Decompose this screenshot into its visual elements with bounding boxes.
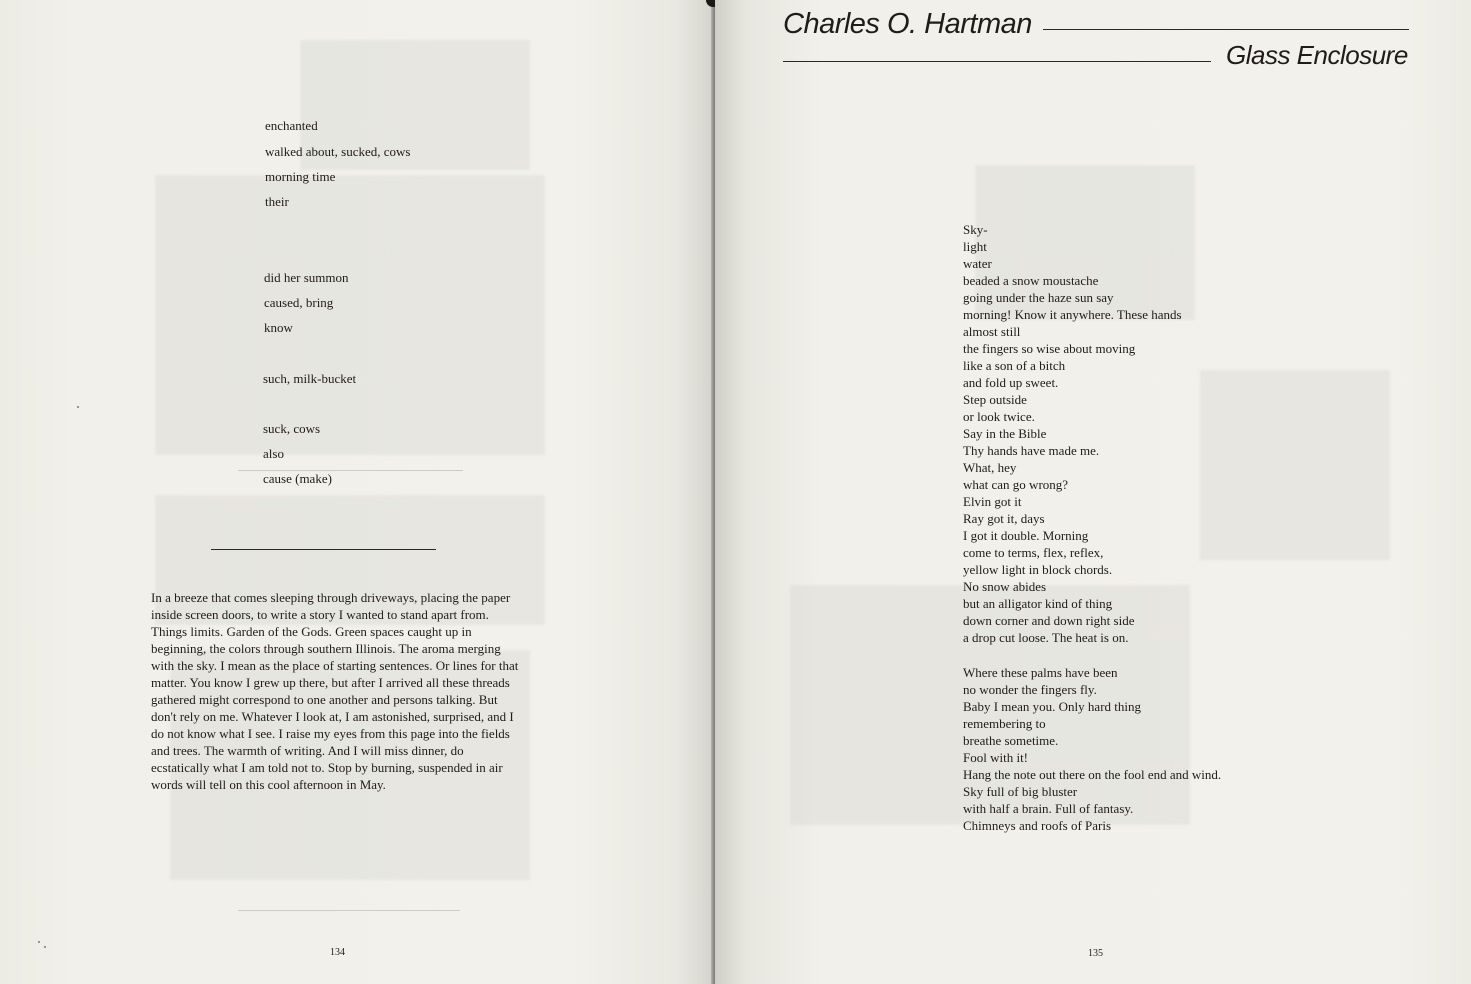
poem-line: Where these palms have been — [963, 665, 1118, 680]
poem-line: Say in the Bible — [963, 426, 1047, 441]
fragment-line: enchanted — [265, 118, 318, 133]
page-number: 134 — [330, 947, 345, 958]
poem-line: Elvin got it — [963, 494, 1022, 509]
poem-line: remembering to — [963, 716, 1046, 731]
page-number: 135 — [1088, 948, 1103, 959]
poem-line: what can go wrong? — [963, 477, 1069, 492]
faint-divider — [238, 910, 460, 911]
poem-line: Step outside — [963, 392, 1027, 407]
poem-line: yellow light in block chords. — [963, 562, 1113, 577]
fragment-line: caused, bring — [264, 295, 334, 310]
poem-line: but an alligator kind of thing — [963, 596, 1113, 611]
fragment-line: such, milk-bucket — [263, 371, 357, 386]
poem-line: Sky full of big bluster — [963, 784, 1078, 799]
prose-paragraph: In a breeze that comes sleeping through driveways, placing the paper inside screen doors, to write a story I wanted to stand apart from. Things limits. Garden of the Gods. Green spaces caught up in beginning, the colors through southern Illinois. The aroma merging with the sky. I mean as the place of starting sentences. Or lines for that matter. You know I grew up there, but after I arrived all these threads gathered might correspond to one another and persons talking. But don't rely on me. Whatever I look at, I am astonished, surprised, and I do not know what I see. I raise my eyes from this page into the fields and trees. The warmth of writing. And I will miss dinner, do ecstatically what I am told not to. Stop by burning, suspended in air words will tell on this cool afternoon in May. — [151, 590, 519, 792]
poem-line: like a son of a bitch — [963, 358, 1066, 373]
poem-line: I got it double. Morning — [963, 528, 1089, 543]
header-rule-top — [1043, 29, 1409, 30]
section-divider — [211, 549, 436, 550]
poem-line: light — [963, 239, 987, 254]
fragment-line: know — [264, 320, 293, 335]
poem-line: No snow abides — [963, 579, 1047, 594]
fragment-line: also — [263, 446, 284, 461]
running-head-author: Charles O. Hartman — [783, 8, 1032, 40]
poem-line: Fool with it! — [963, 750, 1029, 765]
fragment-line: suck, cows — [263, 421, 321, 436]
poem-line: and fold up sweet. — [963, 375, 1059, 390]
poem-line: morning! Know it anywhere. These hands — [963, 307, 1182, 322]
poem-line: down corner and down right side — [963, 613, 1135, 628]
poem-line: beaded a snow moustache — [963, 273, 1099, 288]
poem-line: or look twice. — [963, 409, 1035, 424]
poem-line: Thy hands have made me. — [963, 443, 1100, 458]
poem-line: come to terms, flex, reflex, — [963, 545, 1104, 560]
poem-line: a drop cut loose. The heat is on. — [963, 630, 1129, 645]
fragment-line: morning time — [265, 169, 336, 184]
poem-line: going under the haze sun say — [963, 290, 1114, 305]
poem-line: What, hey — [963, 460, 1017, 475]
left-page — [0, 0, 713, 984]
poem-line: Hang the note out there on the fool end and wind. — [963, 767, 1222, 782]
poem-line: no wonder the fingers fly. — [963, 682, 1097, 697]
poem-line: the fingers so wise about moving — [963, 341, 1136, 356]
poem-line: Baby I mean you. Only hard thing — [963, 699, 1141, 714]
poem-line: breathe sometime. — [963, 733, 1059, 748]
faint-divider — [238, 470, 463, 471]
poem-line: with half a brain. Full of fantasy. — [963, 801, 1134, 816]
header-rule-bottom — [783, 61, 1211, 62]
poem-line: Ray got it, days — [963, 511, 1045, 526]
fragment-line: their — [265, 194, 289, 209]
poem-line: almost still — [963, 324, 1021, 339]
poem-line: Sky- — [963, 222, 988, 237]
fragment-line: walked about, sucked, cows — [265, 144, 411, 159]
poem-line: water — [963, 256, 992, 271]
fragment-line: cause (make) — [263, 471, 332, 486]
running-head-title: Glass Enclosure — [1226, 40, 1408, 70]
fragment-line: did her summon — [264, 270, 349, 285]
poem-line: Chimneys and roofs of Paris — [963, 818, 1112, 833]
